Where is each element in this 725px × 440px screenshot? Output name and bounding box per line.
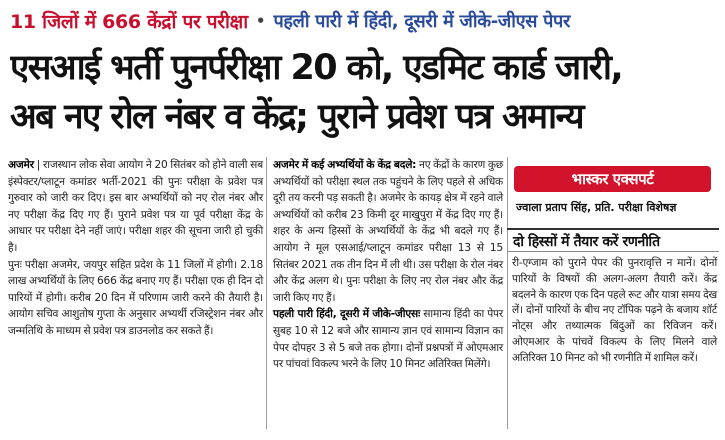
column-2-para-1 <box>273 157 503 306</box>
column-1-para-2: पुनः परीक्षा अजमेर, जयपुर सहित प्रदेश के 11 जिलों में होगी। 2.18 लाख अभ्यर्थियों के लिए 666 केंद्र बनाए गए हैं। परीक्षा एक ही दिन दो पारियों में होगी। करीब 20 दिन में परिणाम जारी करने की तैयारी है। आयोग सचिव आशुतोष गुप्ता के अनुसार अभ्यर्थी रजिस्ट्रेशन नंबर और जन्मतिथि के माध्यम से प्रवेश पत्र डाउनलोड कर सकते हैं। <box>8 258 263 337</box>
kicker-highlight: 11 जिलों में 666 केंद्रों पर परीक्षा <box>10 11 248 33</box>
column-1-para-1 <box>8 157 263 257</box>
column-2-para-2-text: सामान्य हिंदी का पेपर सुबह 10 से 12 बजे और सामान्य ज्ञान एवं सामान्य विज्ञान का पेपर दोपहर 3 से 5 बजे तक होगा। दोनों प्रश्नपत्रों में ओएमआर पर पांचवां विकल्प भरने के लिए 10 मिनट अतिरिक्त मिलेंगे। <box>273 308 503 371</box>
column-2-para-2 <box>273 306 503 372</box>
expert-byline: ज्वाला प्रताप सिंह, प्रति. परीक्षा विशेषज्ञ <box>516 201 677 214</box>
article-column-2 <box>273 157 503 373</box>
subhead-shifts: पहली पारी हिंदी, दूसरी में जीके-जीएसः <box>273 308 421 321</box>
column-divider-1 <box>266 157 267 429</box>
subhead-centers-changed: अजमेर में कई अभ्यर्थियों के केंद्र बदले: <box>273 159 417 171</box>
expert-badge: भास्कर एक्सपर्ट <box>514 166 711 192</box>
headline-line-1: एसआई भर्ती पुनर्परीक्षा 20 को, एडमिट कार्ड जारी, <box>10 48 623 88</box>
headline <box>10 44 718 142</box>
headline-line-2: अब नए रोल नंबर व केंद्र; पुराने प्रवेश पत्र अमान्य <box>10 97 583 137</box>
column-divider-2 <box>507 157 508 429</box>
sidebar-body: री-एग्जाम को पुराने पेपर की पुनरावृत्ति न मानें। दोनों पारियों के विषयों की अलग-अलग तैयारी करें। केंद्र बदलने के कारण एक दिन पहले रूट और यात्रा समय देख लें। दोनों पारियों के बीच नए टॉपिक पढ़ने के बजाय शॉर्ट नोट्स और तथ्यात्मक बिंदुओं का रिविजन करें। ओएमआर के पांचवें विकल्प के लिए मिलने वाले अतिरिक्त 10 मिनट को भी रणनीति में शामिल करें। <box>512 257 717 364</box>
column-1-para-1-text: | राजस्थान लोक सेवा आयोग ने 20 सितंबर को होने वाली सब इंस्पेक्टर/प्लाटून कमांडर भर्ती-2021 की पुनः परीक्षा के प्रवेश पत्र गुरुवार को जारी कर दिए। इस बार अभ्यर्थियों को नए रोल नंबर और नए परीक्षा केंद्र दिए गए हैं। पुराने प्रवेश पत्र या पूर्व परीक्षा केंद्र के आधार पर परीक्षा देने नहीं जाएं। परीक्षा शहर की सूचना जारी हो चुकी है। <box>8 159 263 254</box>
dateline: अजमेर <box>8 159 34 171</box>
kicker-subtext: पहली पारी में हिंदी, दूसरी में जीके-जीएस पेपर <box>273 11 571 32</box>
sidebar-heading: दो हिस्सों में तैयार करें रणनीति <box>507 228 719 252</box>
kicker-bullet: • <box>255 12 266 30</box>
column-2-para-1-text: नए केंद्रों के कारण कुछ अभ्यर्थियों को परीक्षा स्थल तक पहुंचने के लिए पहले से अधिक दूरी तय करनी पड़ सकती है। अजमेर के कायड़ क्षेत्र में रहने वाले अभ्यर्थियों को करीब 23 किमी दूर माखुपुरा में केंद्र दिए गए हैं। शहर के अन्य हिस्सों के अभ्यर्थियों के केंद्र भी बदले गए हैं। आयोग ने मूल एसआई/प्लाटून कमांडर परीक्षा 13 से 15 सितंबर 2021 तक तीन दिन में ली थी। उस परीक्षा के रोल नंबर और केंद्र अलग थे। पुनः परीक्षा के लिए नए रोल नंबर और केंद्र जारी किए गए हैं। <box>273 159 503 304</box>
article-column-1 <box>8 157 263 340</box>
kicker-line <box>10 6 715 36</box>
